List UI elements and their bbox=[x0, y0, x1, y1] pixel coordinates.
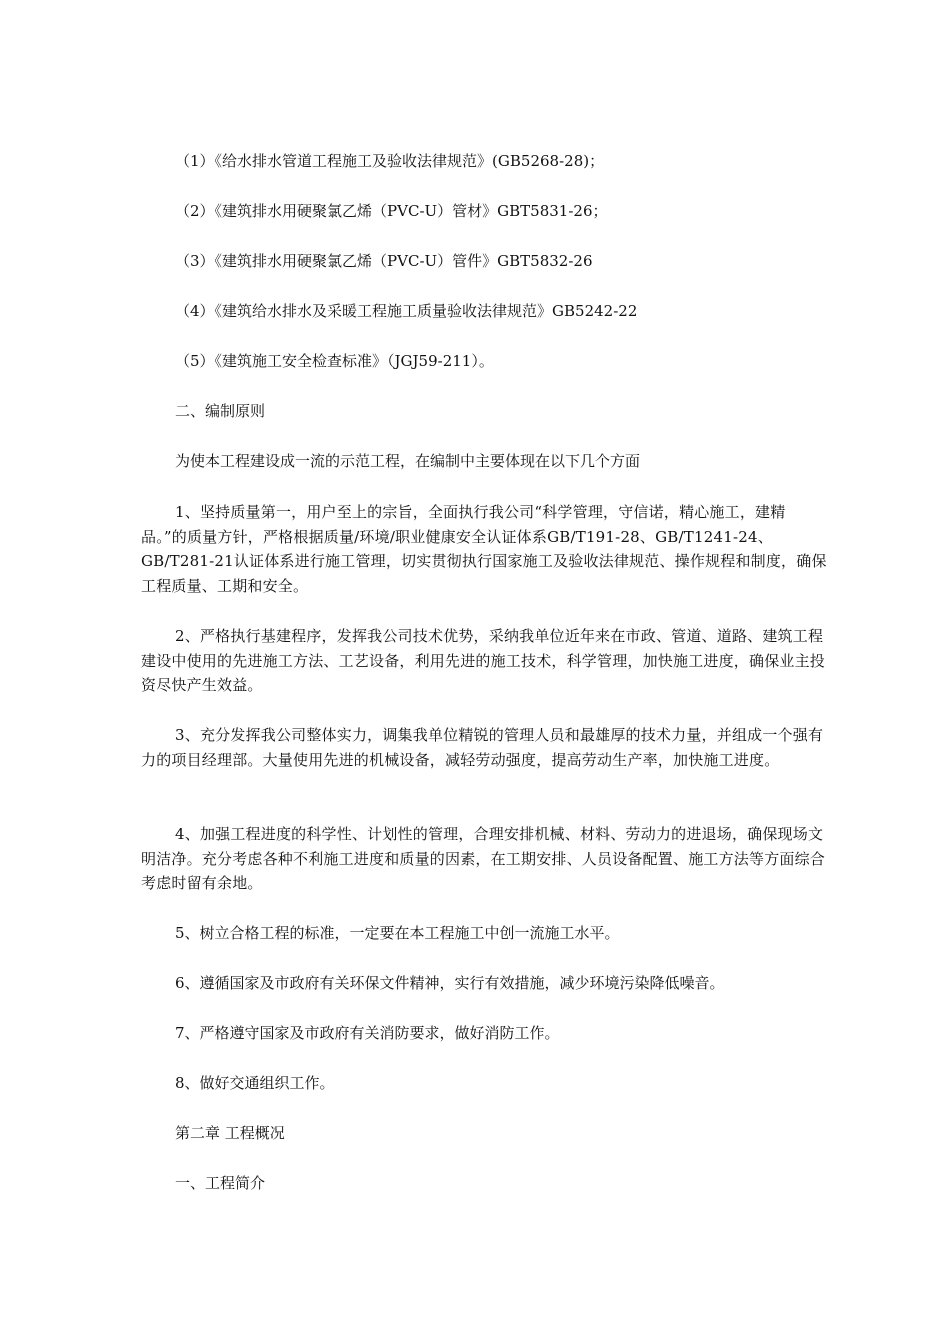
standard-item-3: （3）《建筑排水用硬聚氯乙烯（PVC-U）管件》GBT5832-26 bbox=[175, 252, 593, 270]
standard-item-2: （2）《建筑排水用硬聚氯乙烯（PVC-U）管材》GBT5831-26； bbox=[175, 202, 608, 220]
principle-paragraph-1: 1、坚持质量第一，用户至上的宗旨，全面执行我公司“科学管理，守信诺，精心施工，建精品。”的质量方针，严格根据质量/环境/职业健康安全认证体系GB/T191-28、GB/T1241-24、GB/T281-21认证体系进行施工管理，切实贯彻执行国家施工及验收法律规范、操作规程和制度，确保工程质量、工期和安全。 bbox=[141, 503, 827, 595]
principle-item-8: 8、做好交通组织工作。 bbox=[175, 1074, 335, 1092]
principle-paragraph-3: 3、充分发挥我公司整体实力，调集我单位精锐的管理人员和最雄厚的技术力量，并组成一个强有力的项目经理部。大量使用先进的机械设备，减轻劳动强度，提高劳动生产率，加快施工进度。 bbox=[141, 726, 824, 769]
principle-item-7: 7、严格遵守国家及市政府有关消防要求，做好消防工作。 bbox=[175, 1024, 560, 1042]
principle-item-5: 5、树立合格工程的标准，一定要在本工程施工中创一流施工水平。 bbox=[175, 924, 620, 942]
subsection-heading: 一、工程简介 bbox=[175, 1174, 266, 1192]
standard-item-1: （1）《给水排水管道工程施工及验收法律规范》(GB5268-28)； bbox=[175, 152, 605, 170]
standard-item-4: （4）《建筑给水排水及采暖工程施工质量验收法律规范》GB5242-22 bbox=[175, 302, 638, 320]
principle-item-6: 6、遵循国家及市政府有关环保文件精神，实行有效措施，减少环境污染降低噪音。 bbox=[175, 974, 725, 992]
intro-text: 为使本工程建设成一流的示范工程，在编制中主要体现在以下几个方面 bbox=[175, 452, 641, 470]
principle-paragraph-2: 2、严格执行基建程序，发挥我公司技术优势，采纳我单位近年来在市政、管道、道路、建筑工程建设中使用的先进施工方法、工艺设备，利用先进的施工技术，科学管理，加快施工进度，确保业主投资尽快产生效益。 bbox=[141, 627, 826, 695]
chapter-heading: 第二章 工程概况 bbox=[175, 1124, 285, 1142]
standard-item-5: （5）《建筑施工安全检查标准》（JGJ59-211）。 bbox=[175, 352, 494, 370]
section-heading: 二、编制原则 bbox=[175, 402, 266, 420]
principle-paragraph-4: 4、加强工程进度的科学性、计划性的管理，合理安排机械、材料、劳动力的进退场，确保现场文明洁净。充分考虑各种不利施工进度和质量的因素，在工期安排、人员设备配置、施工方法等方面综合考虑时留有余地。 bbox=[141, 825, 826, 893]
